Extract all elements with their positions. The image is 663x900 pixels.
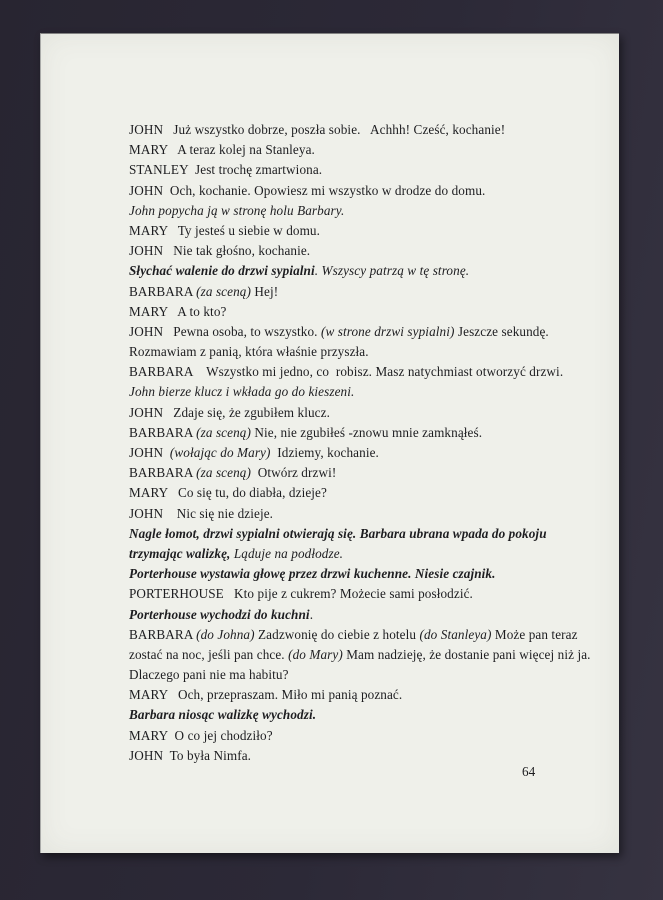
script-text-segment: (za sceną) — [196, 465, 251, 481]
script-text-segment: zostać na noc, jeśli pan chce. — [129, 646, 289, 662]
script-text-segment: (za sceną) — [196, 283, 251, 299]
script-line — [129, 423, 607, 443]
script-text-segment: Hej! — [250, 283, 279, 299]
script-text-segment: Dlaczego pani nie ma habitu? — [129, 667, 289, 683]
script-text-segment: Mam nadzieję, że dostanie pani więcej niż ja. — [342, 646, 591, 662]
script-line — [129, 382, 607, 402]
script-text-segment: Ląduje na podłodze. — [233, 545, 344, 561]
script-line — [129, 221, 607, 241]
script-text-segment: JOHN Już wszystko dobrze, poszła sobie. Achhh! Cześć, kochanie! — [129, 122, 506, 137]
script-text-segment: Porterhouse wychodzi do kuchni — [129, 606, 310, 622]
script-text-segment: . Wszyscy patrzą w tę stronę. — [314, 263, 470, 279]
script-line — [129, 645, 607, 665]
script-text-segment: BARBARA — [129, 626, 197, 642]
script-text-segment: . — [309, 606, 314, 622]
script-line — [129, 342, 607, 362]
script-line — [129, 504, 607, 524]
script-line — [129, 625, 607, 645]
script-text-segment: BARBARA — [129, 424, 197, 440]
script-content — [129, 120, 607, 766]
script-line — [129, 201, 607, 221]
script-text-segment: Zadzwonię do ciebie z hotelu — [254, 626, 420, 642]
script-text-segment: MARY O co jej chodziło? — [129, 727, 273, 743]
script-line — [129, 282, 607, 302]
script-line — [129, 140, 607, 160]
document-page — [40, 33, 619, 853]
script-text-segment: (do Mary) — [288, 646, 343, 662]
script-line — [129, 302, 607, 322]
script-line — [129, 685, 607, 705]
script-text-segment: Nie, nie zgubiłeś -znowu mnie zamknąłeś. — [250, 424, 483, 440]
script-text-segment: PORTERHOUSE Kto pije z cukrem? Możecie sami posłodzić. — [129, 586, 473, 602]
script-text-segment: Jeszcze sekundę. — [454, 323, 549, 339]
script-text-segment: BARBARA — [129, 283, 197, 299]
script-text-segment: JOHN Pewna osoba, to wszystko. — [129, 323, 321, 339]
script-line — [129, 746, 607, 766]
script-text-segment: Może pan teraz — [491, 626, 578, 642]
script-text-segment: BARBARA Wszystko mi jedno, co robisz. Masz natychmiast otworzyć drzwi. — [129, 364, 564, 380]
script-text-segment: (do Johna) — [196, 626, 255, 642]
script-text-segment: Barbara niosąc walizkę wychodzi. — [129, 707, 317, 723]
script-line — [129, 665, 607, 685]
script-text-segment: MARY A to kto? — [129, 303, 227, 319]
script-line — [129, 705, 607, 725]
script-text-segment: MARY Ty jesteś u siebie w domu. — [129, 222, 321, 238]
script-text-segment: JOHN Nic się nie dzieje. — [129, 505, 274, 521]
script-text-segment: Idziemy, kochanie. — [270, 445, 379, 460]
script-line — [129, 564, 607, 584]
script-line — [129, 403, 607, 423]
script-text-segment: Rozmawiam z panią, która właśnie przyszła. — [129, 344, 369, 360]
script-text-segment: (do Stanleya) — [419, 626, 492, 642]
script-text-segment: JOHN — [129, 445, 170, 460]
script-line — [129, 726, 607, 746]
script-line — [129, 261, 607, 281]
script-text-segment: (w strone drzwi sypialni) — [320, 323, 455, 339]
script-line — [129, 443, 607, 463]
script-text-segment: STANLEY Jest trochę zmartwiona. — [129, 162, 323, 178]
script-text-segment: BARBARA — [129, 465, 197, 481]
script-line — [129, 463, 607, 483]
script-text-segment: MARY A teraz kolej na Stanleya. — [129, 142, 315, 158]
script-text-segment: (wołając do Mary) — [169, 445, 271, 460]
script-text-segment: John popycha ją w stronę holu Barbary. — [129, 202, 345, 218]
script-line — [129, 584, 607, 604]
script-line — [129, 544, 607, 564]
script-line — [129, 605, 607, 625]
script-line — [129, 120, 607, 140]
script-line — [129, 362, 607, 382]
script-text-segment: John bierze klucz i wkłada go do kieszeni. — [129, 384, 355, 400]
script-line — [129, 483, 607, 503]
script-text-segment: Nagle łomot, drzwi sypialni otwierają się. Barbara ubrana wpada do pokoju — [129, 525, 547, 541]
script-text-segment: JOHN To była Nimfa. — [129, 747, 252, 763]
script-text-segment: (za sceną) — [196, 424, 251, 440]
script-text-segment: JOHN Zdaje się, że zgubiłem klucz. — [129, 404, 330, 420]
script-text-segment: Otwórz drzwi! — [250, 465, 337, 481]
script-text-segment: Porterhouse wystawia głowę przez drzwi kuchenne. Niesie czajnik. — [129, 566, 496, 582]
script-text-segment: JOHN Nie tak głośno, kochanie. — [129, 243, 311, 259]
script-line — [129, 181, 607, 201]
script-line — [129, 241, 607, 261]
script-line — [129, 160, 607, 180]
script-line — [129, 524, 607, 544]
script-text-segment: trzymając walizkę, — [129, 545, 234, 561]
page-number: 64 — [522, 764, 536, 779]
script-line — [129, 322, 607, 342]
script-text-segment: Słychać walenie do drzwi sypialni — [129, 263, 315, 279]
script-text-segment: MARY Co się tu, do diabła, dzieje? — [129, 485, 327, 501]
script-text-segment: MARY Och, przepraszam. Miło mi panią poznać. — [129, 687, 403, 703]
script-text-segment: JOHN Och, kochanie. Opowiesz mi wszystko w drodze do domu. — [129, 182, 486, 198]
